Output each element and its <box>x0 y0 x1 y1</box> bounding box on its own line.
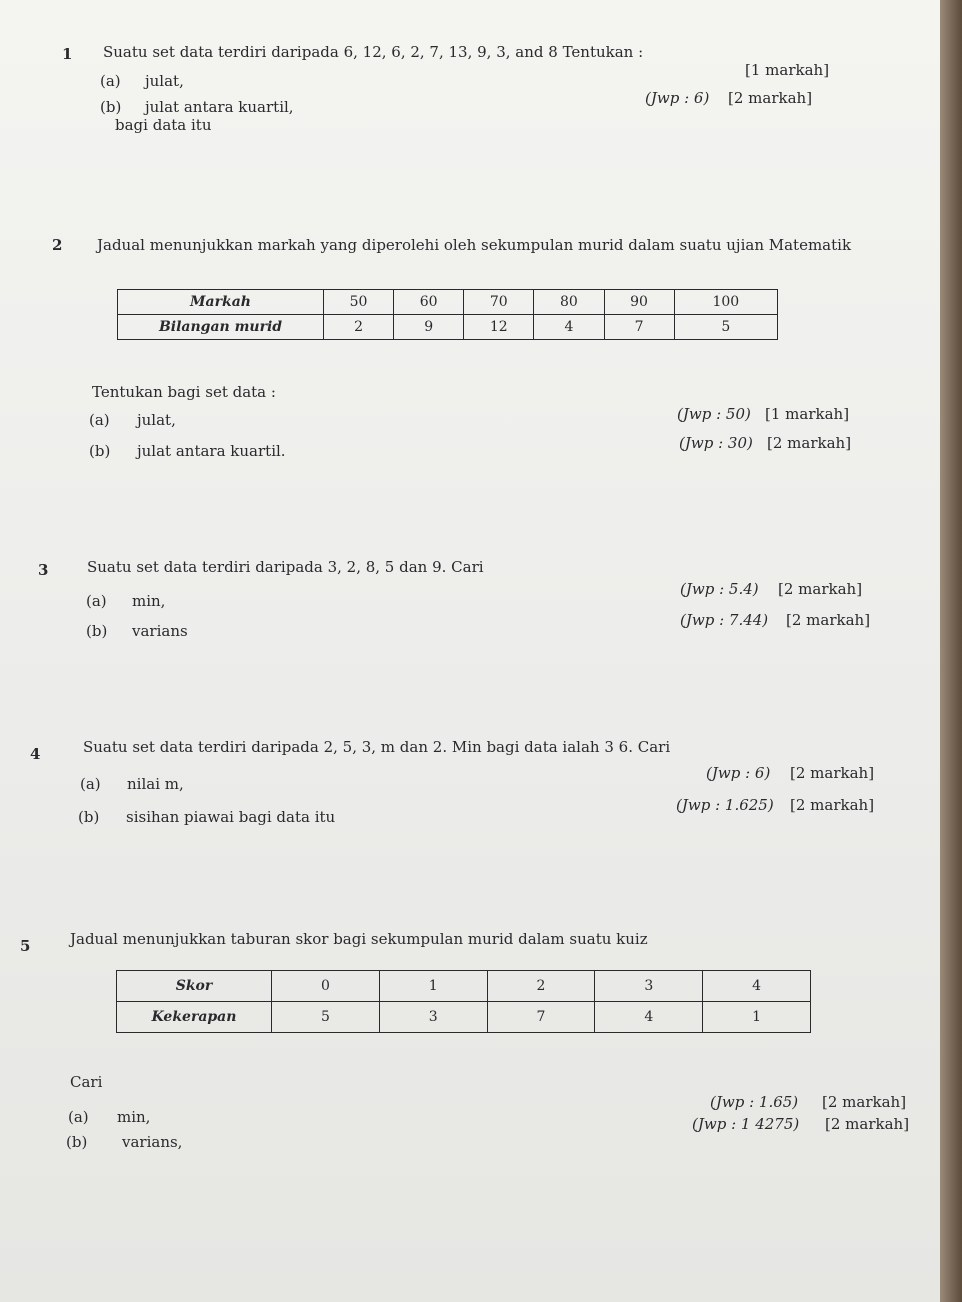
part-b-label: (b) <box>89 442 111 460</box>
part-b-answer: (Jwp : 1 4275) <box>692 1115 800 1133</box>
part-a-answer: (Jwp : 50) <box>677 405 751 423</box>
table-cell: 2 <box>324 315 394 340</box>
table-cell: 100 <box>674 290 777 315</box>
part-a-text: min, <box>132 592 166 610</box>
part-a-text: julat, <box>145 72 184 90</box>
part-b-marks: [2 markah] <box>790 796 875 814</box>
table-cell: 70 <box>464 290 534 315</box>
question-number: 5 <box>20 937 31 955</box>
part-b-label: (b) <box>78 808 100 826</box>
part-a-marks: [1 markah] <box>745 61 830 79</box>
part-b-answer: (Jwp : 7.44) <box>680 611 769 629</box>
part-a-text: min, <box>117 1108 151 1126</box>
background-edge <box>940 0 962 1302</box>
table-cell: 2 <box>487 971 595 1002</box>
table-row-header: Markah <box>118 290 324 315</box>
table-cell: 50 <box>324 290 394 315</box>
part-b-marks: [2 markah] <box>825 1115 910 1133</box>
part-a-text: julat, <box>137 411 176 429</box>
table-cell: 90 <box>604 290 674 315</box>
question-stem: Suatu set data terdiri daripada 2, 5, 3, m dan 2. Min bagi data ialah 3 6. Cari <box>83 738 671 756</box>
table-row <box>118 315 778 340</box>
part-b-answer: (Jwp : 1.625) <box>676 796 774 814</box>
table-row <box>117 971 811 1002</box>
question-number: 4 <box>30 745 41 763</box>
table-cell: 60 <box>394 290 464 315</box>
table-cell: 1 <box>379 971 487 1002</box>
table-cell: 3 <box>595 971 703 1002</box>
part-a-label: (a) <box>80 775 101 793</box>
part-b-label: (b) <box>66 1133 88 1151</box>
part-b-marks: [2 markah] <box>728 89 813 107</box>
table-cell: 7 <box>487 1002 595 1033</box>
table-cell: 12 <box>464 315 534 340</box>
table-cell: 4 <box>703 971 811 1002</box>
part-b-label: (b) <box>100 98 122 116</box>
table-cell: 4 <box>595 1002 703 1033</box>
part-b-marks: [2 markah] <box>767 434 852 452</box>
part-b-label: (b) <box>86 622 108 640</box>
table-row-header: Skor <box>117 971 272 1002</box>
marks-table <box>117 289 778 340</box>
table-cell: 3 <box>379 1002 487 1033</box>
question-number: 2 <box>52 236 63 254</box>
table-cell: 9 <box>394 315 464 340</box>
part-b-text: varians, <box>122 1133 183 1151</box>
table-row-header: Kekerapan <box>117 1002 272 1033</box>
question-stem: Jadual menunjukkan taburan skor bagi sekumpulan murid dalam suatu kuiz <box>70 930 648 948</box>
question-stem: Jadual menunjukkan markah yang diperolehi oleh sekumpulan murid dalam suatu ujian Matematik <box>97 236 852 254</box>
part-b-text: julat antara kuartil. <box>137 442 286 460</box>
table-cell: 5 <box>674 315 777 340</box>
score-table <box>116 970 811 1033</box>
part-a-label: (a) <box>89 411 110 429</box>
part-b-text: julat antara kuartil, <box>145 98 294 116</box>
part-a-answer: (Jwp : 1.65) <box>710 1093 799 1111</box>
table-cell: 0 <box>272 971 380 1002</box>
table-cell: 7 <box>604 315 674 340</box>
question-stem: Suatu set data terdiri daripada 6, 12, 6, 2, 7, 13, 9, 3, and 8 Tentukan : <box>103 43 644 61</box>
table-cell: 4 <box>534 315 604 340</box>
part-b-marks: [2 markah] <box>786 611 871 629</box>
part-a-marks: [2 markah] <box>790 764 875 782</box>
part-a-marks: [2 markah] <box>778 580 863 598</box>
part-a-answer: (Jwp : 6) <box>706 764 771 782</box>
table-row <box>118 290 778 315</box>
table-cell: 80 <box>534 290 604 315</box>
question-number: 1 <box>62 45 73 63</box>
table-cell: 1 <box>703 1002 811 1033</box>
part-b-answer: (Jwp : 30) <box>679 434 753 452</box>
part-a-answer: (Jwp : 5.4) <box>680 580 759 598</box>
part-a-label: (a) <box>86 592 107 610</box>
part-a-label: (a) <box>100 72 121 90</box>
question-intro: Cari <box>70 1073 103 1091</box>
table-cell: 5 <box>272 1002 380 1033</box>
question-intro: Tentukan bagi set data : <box>92 383 276 401</box>
part-b-text: sisihan piawai bagi data itu <box>126 808 336 826</box>
question-tail: bagi data itu <box>115 116 212 134</box>
part-b-answer: (Jwp : 6) <box>645 89 710 107</box>
part-b-text: varians <box>132 622 188 640</box>
question-number: 3 <box>38 561 49 579</box>
part-a-marks: [2 markah] <box>822 1093 907 1111</box>
part-a-text: nilai m, <box>127 775 184 793</box>
table-row <box>117 1002 811 1033</box>
table-row-header: Bilangan murid <box>118 315 324 340</box>
question-stem: Suatu set data terdiri daripada 3, 2, 8, 5 dan 9. Cari <box>87 558 484 576</box>
part-a-marks: [1 markah] <box>765 405 850 423</box>
part-a-label: (a) <box>68 1108 89 1126</box>
